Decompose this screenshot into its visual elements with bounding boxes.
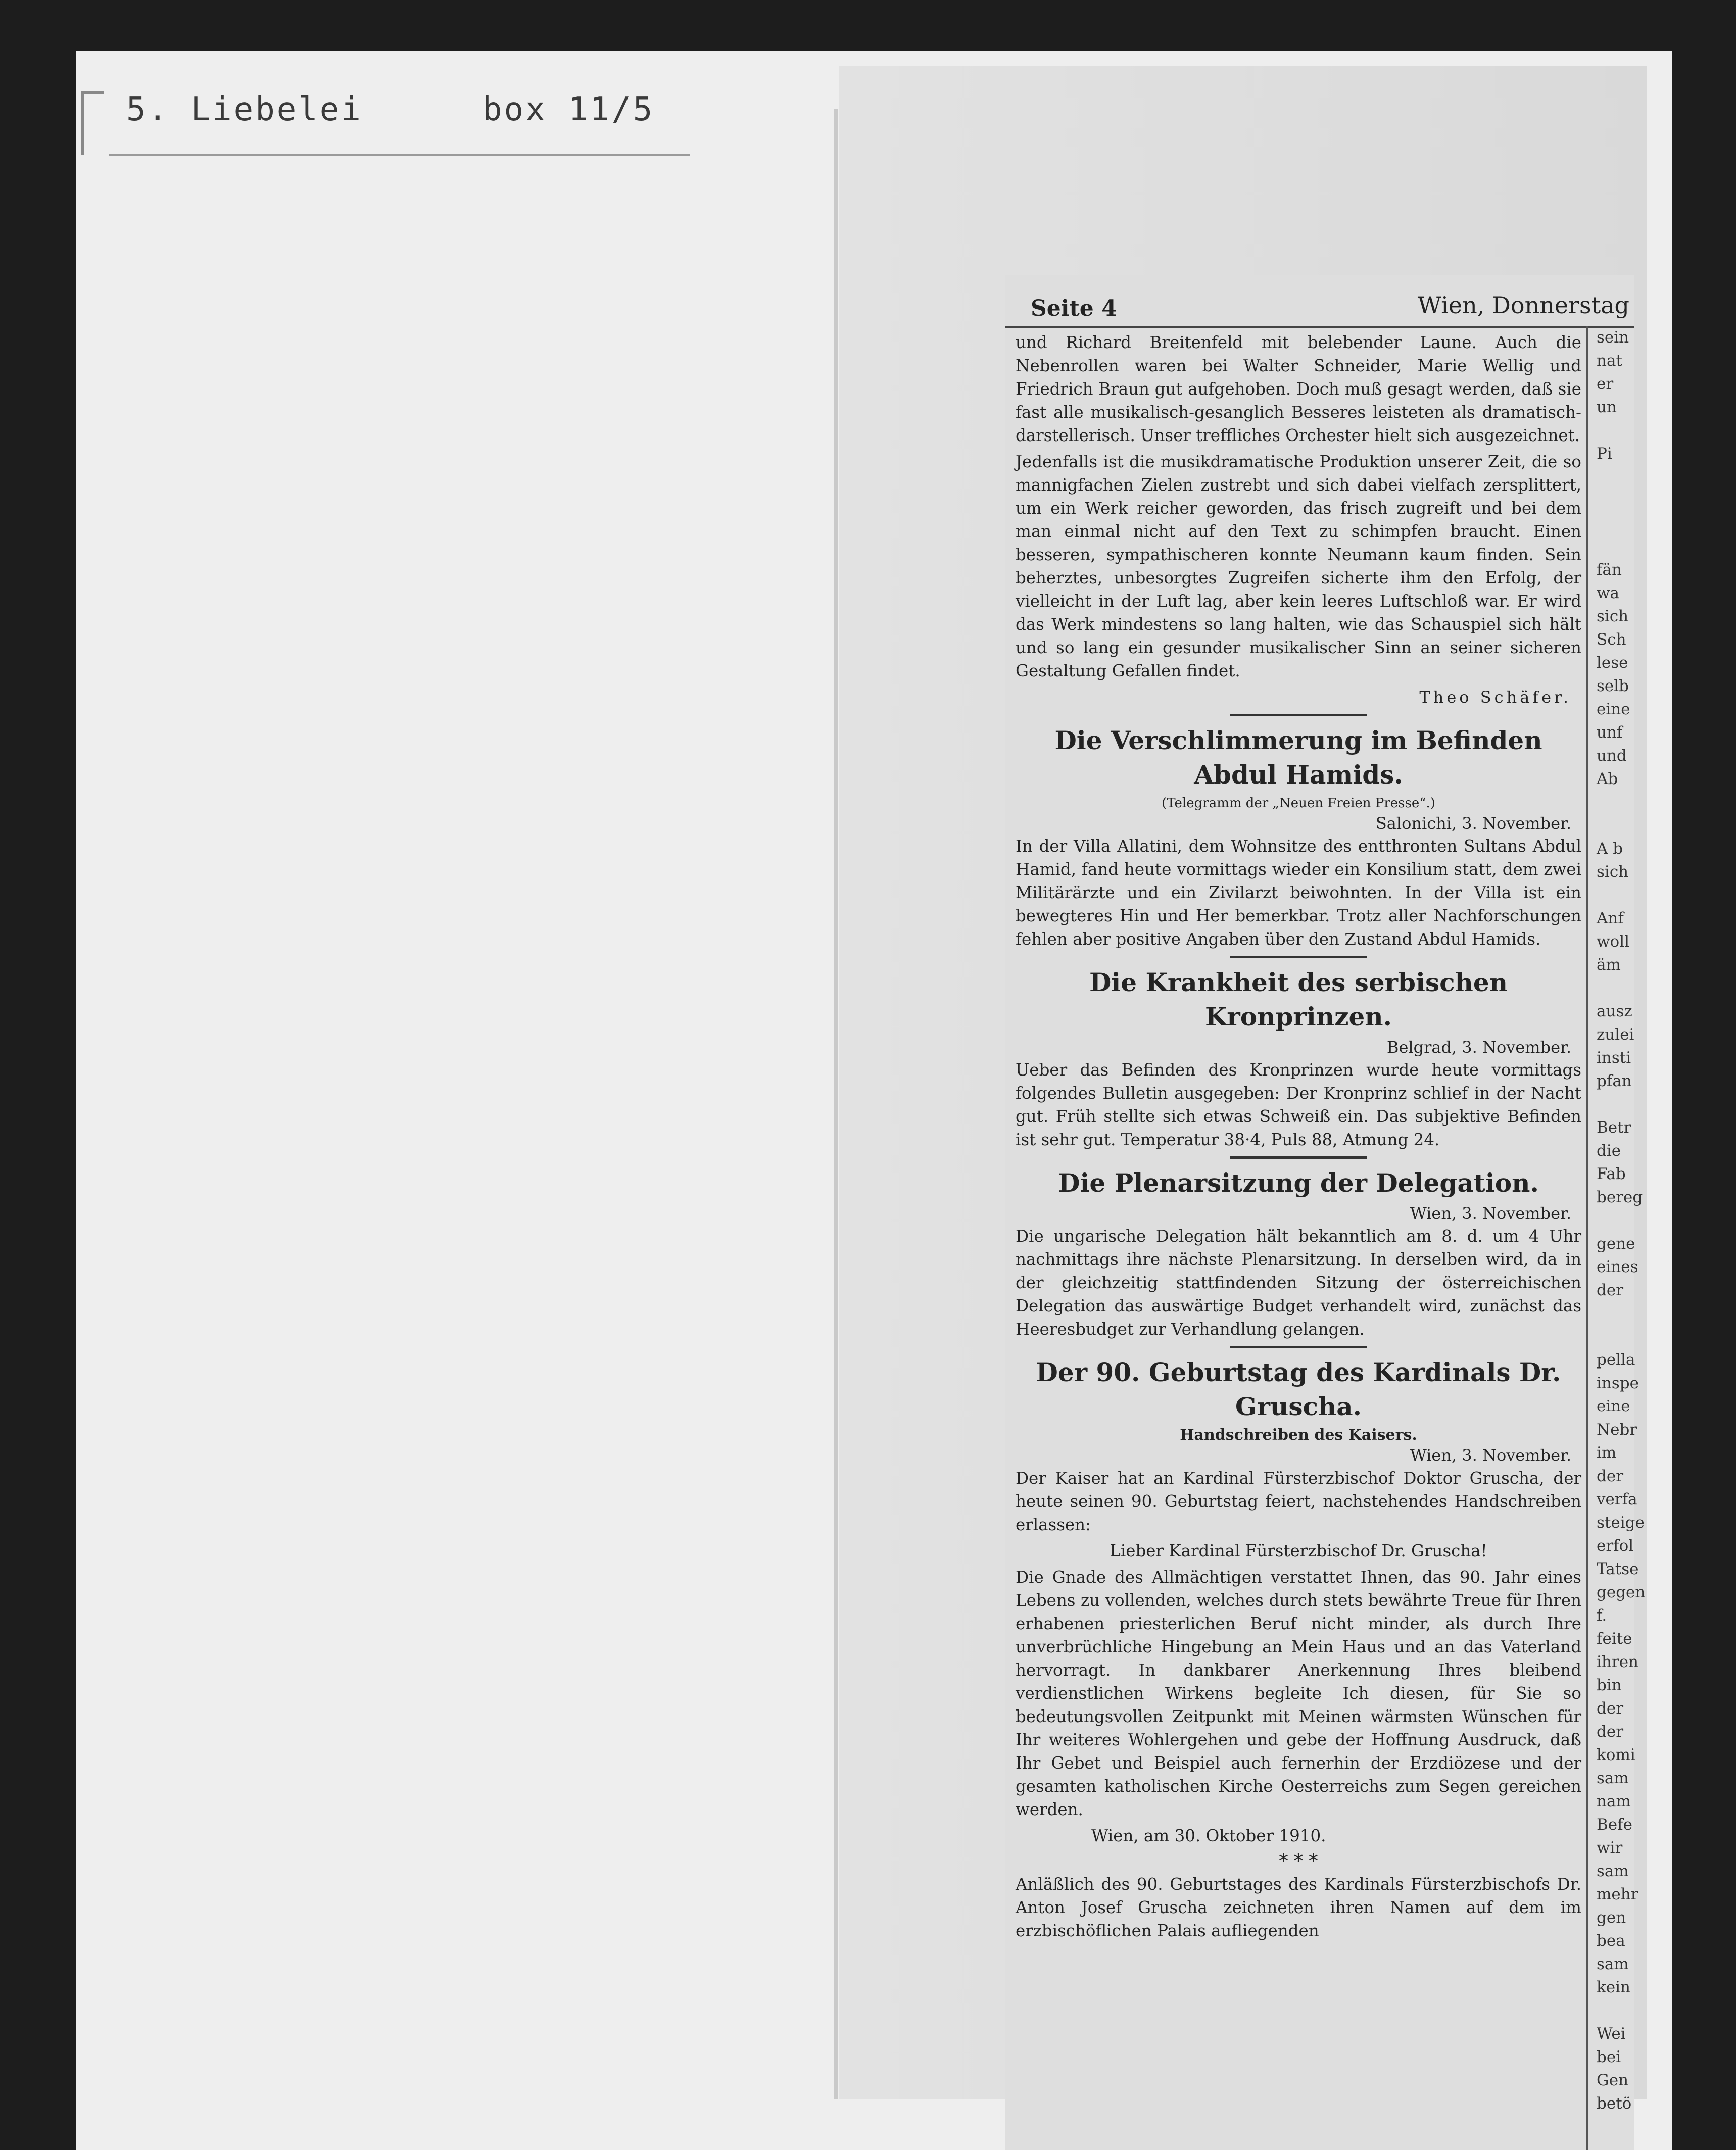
article-trailing-text: Anläßlich des 90. Geburtstages des Kardinals Fürsterzbischofs Dr. Anton Josef Gruscha zeichneten ihren Namen auf dem im erzbischöflichen Palais aufliegenden: [1016, 1875, 1581, 1940]
adjacent-column-fragment: der: [1597, 1467, 1624, 1485]
adjacent-column-fragment: fän: [1597, 561, 1622, 579]
adjacent-column-fragment: Anf: [1597, 909, 1624, 927]
adjacent-column-fragment: Befe: [1597, 1816, 1632, 1834]
adjacent-column-fragment: [1597, 1093, 1634, 1116]
article-separator: [1230, 1156, 1367, 1159]
adjacent-column-fragment: nam: [1597, 1792, 1631, 1811]
letter-closing: Wien, am 30. Oktober 1910.: [1091, 1826, 1326, 1845]
adjacent-column-fragment: un: [1597, 398, 1617, 416]
adjacent-column-fragment: betö: [1597, 2094, 1632, 2113]
review-paragraph: und Richard Breitenfeld mit belebender Laune. Auch die Nebenrollen waren bei Walter Schneider, Marie Wellig und Friedrich Braun gut aufgehoben. Doch muß gesagt werden, daß sie fast alle musikalisch-gesanglich Besseres leisteten als dramatisch-darstellerisch. Unser treffliches Orchester hielt sich ausgezeichnet.: [1016, 333, 1581, 445]
article-headline: Der 90. Geburtstag des Kardinals Dr. Gruscha.: [1036, 1357, 1561, 1422]
adjacent-column-fragment: insti: [1597, 1049, 1631, 1067]
adjacent-column-fragment: sich: [1597, 863, 1629, 881]
adjacent-column-fragment: Fab: [1597, 1165, 1626, 1183]
adjacent-column-fragment: [1597, 1302, 1634, 1325]
adjacent-column-fragment: Betr: [1597, 1118, 1631, 1137]
adjacent-column-fragment: pfan: [1597, 1072, 1632, 1090]
article-headline: Die Verschlimmerung im Befinden Abdul Hamids.: [1054, 725, 1542, 790]
adjacent-column-fragment: Tatse: [1597, 1560, 1639, 1578]
adjacent-column-fragment: die: [1597, 1142, 1621, 1160]
adjacent-column-fragment: f.: [1597, 1606, 1607, 1625]
section-asterisks: * * *: [1279, 1851, 1318, 1872]
adjacent-column-fragment: sein: [1597, 328, 1629, 347]
adjacent-column-fragment: Gen: [1597, 2071, 1629, 2089]
adjacent-column-fragment: lese: [1597, 654, 1628, 672]
article-intro: Der Kaiser hat an Kardinal Fürsterzbischof Doktor Gruscha, der heute seinen 90. Geburtstag feiert, nachstehendes Handschreiben erlassen:: [1016, 1469, 1581, 1534]
adjacent-column-fragment: gene: [1597, 1235, 1635, 1253]
adjacent-column-fragment: bei: [1597, 2048, 1621, 2066]
article-dateline: Wien, 3. November.: [1410, 1446, 1571, 1465]
article-headline: Die Plenarsitzung der Delegation.: [1058, 1168, 1539, 1198]
adjacent-column-fragment: er: [1597, 375, 1614, 393]
adjacent-column-fragment: pella: [1597, 1351, 1635, 1369]
adjacent-column-fragment: woll: [1597, 933, 1630, 951]
adjacent-column-fragment: verfa: [1597, 1490, 1637, 1508]
adjacent-column-fragment: der: [1597, 1699, 1624, 1718]
adjacent-column-fragment: eine: [1597, 1397, 1630, 1415]
corner-bracket-mark: [81, 91, 104, 155]
paper-date: Wien, Donnerstag: [1417, 291, 1629, 319]
adjacent-column-fragment: [1597, 1999, 1634, 2022]
adjacent-column-fragment: [1597, 535, 1634, 558]
letter-body: Die Gnade des Allmächtigen verstattet Ihnen, das 90. Jahr eines Lebens zu vollenden, welches durch stets bewährte Treue für Ihren erhabenen priesterlichen Beruf nicht minder, als durch Ihre unverbrüchliche Hingebung an Mein Haus und an das Vaterland hervorragt. In dankbarer Anerkennung Ihres bleibend verdienstlichen Wirkens begleite Ich diesen, für Sie so bedeutungsvollen Zeitpunkt mit Meinen wärmsten Wünschen für Ihr weiteres Wohlergehen und gebe der Hoffnung Ausdruck, daß Ihr Gebet und Beispiel auch fernerhin der Erzdiözese und der gesamten katholischen Kirche Oesterreichs zum Segen gereichen werden.: [1016, 1568, 1581, 1819]
adjacent-column-fragment: eines: [1597, 1258, 1638, 1276]
adjacent-column-fragment: Pi: [1597, 445, 1612, 463]
adjacent-column-fragment: ausz: [1597, 1002, 1632, 1020]
review-paragraph: Jedenfalls ist die musikdramatische Produktion unserer Zeit, die so mannigfachen Zielen zustrebt und sich dabei vielfach zersplittert, um ein Werk reicher geworden, das frisch zugreift und bei dem man einmal nicht auf den Text zu schimpfen braucht. Einen besseren, sympathischeren konnte Neumann kaum finden. Sein beherztes, unbesorgtes Zugreifen sicherte ihm den Erfolg, der vielleicht in der Luft lag, aber kein leeres Luftschloß war. Er wird das Werk mindestens so lang halten, wie das Schauspiel sich hält und so lang ein gesunder musikalischer Sinn an seiner sicheren Gestaltung Gefallen findet.: [1016, 452, 1581, 680]
adjacent-column-fragment: unf: [1597, 723, 1623, 742]
letter-salutation: Lieber Kardinal Fürsterzbischof Dr. Gruscha!: [1110, 1541, 1487, 1560]
article-body: Ueber das Befinden des Kronprinzen wurde heute vormittags folgendes Bulletin ausgegeben: Der Kronprinz schlief in der Nacht gut. Früh stellte sich etwas Schweiß ein. Das subjektive Befinden ist sehr gut. Temperatur 38·4, Puls 88, Atmung 24.: [1016, 1060, 1581, 1149]
column-divider: [1586, 326, 1588, 2150]
adjacent-column-fragment: [1597, 976, 1634, 1000]
article-dateline: Wien, 3. November.: [1410, 1204, 1571, 1223]
adjacent-column-fragment: [1597, 814, 1634, 837]
adjacent-column-fragment: sich: [1597, 607, 1629, 625]
adjacent-column-fragment: [1597, 512, 1634, 535]
article-dateline: Belgrad, 3. November.: [1386, 1038, 1571, 1057]
adjacent-column-fragment: [1597, 791, 1634, 814]
adjacent-column-fragment: der: [1597, 1281, 1624, 1299]
adjacent-column-fragment: Sch: [1597, 630, 1626, 649]
adjacent-column-fragment: gegen: [1597, 1583, 1646, 1601]
archive-item-label: 5. Liebelei: [126, 91, 363, 128]
adjacent-column-fragment: sam: [1597, 1955, 1629, 1973]
page-number: Seite 4: [1031, 296, 1117, 321]
adjacent-column-fragment: Nebr: [1597, 1421, 1637, 1439]
adjacent-column-fragments: [1597, 326, 1646, 2115]
adjacent-column-fragment: inspe: [1597, 1374, 1639, 1392]
adjacent-column-fragment: ihren: [1597, 1653, 1639, 1671]
label-underline: [109, 154, 690, 156]
adjacent-column-fragment: [1597, 465, 1634, 488]
clipping-header: [1005, 290, 1634, 328]
adjacent-column-fragment: bin: [1597, 1676, 1622, 1694]
adjacent-column-fragment: feite: [1597, 1630, 1632, 1648]
adjacent-column-fragment: der: [1597, 1723, 1624, 1741]
review-author: Theo Schäfer.: [1419, 688, 1571, 707]
newspaper-clipping: [1005, 275, 1646, 2150]
adjacent-column-fragment: [1597, 419, 1634, 442]
article-headline: Die Krankheit des serbischen Kronprinzen.: [1089, 967, 1508, 1032]
adjacent-column-fragment: Wei: [1597, 2025, 1626, 2043]
main-column: [1016, 331, 1581, 1945]
article-dateline: Salonichi, 3. November.: [1375, 814, 1571, 833]
adjacent-column-fragment: nat: [1597, 352, 1622, 370]
adjacent-column-fragment: im: [1597, 1444, 1617, 1462]
adjacent-column-fragment: erfol: [1597, 1537, 1634, 1555]
adjacent-column-fragment: steige: [1597, 1513, 1645, 1532]
adjacent-column-fragment: zulei: [1597, 1025, 1634, 1044]
article-source: (Telegramm der „Neuen Freien Presse“.): [1162, 796, 1435, 811]
article-body: Die ungarische Delegation hält bekanntlich am 8. d. um 4 Uhr nachmittags ihre nächste Plenarsitzung. In derselben wird, da in der gleichzeitig stattfindenden Sitzung der österreichischen Delegation das auswärtige Budget verhandelt wird, zunächst das Heeresbudget zur Verhandlung gelangen.: [1016, 1227, 1581, 1339]
adjacent-column-fragment: bea: [1597, 1932, 1625, 1950]
adjacent-column-fragment: Ab: [1597, 770, 1618, 788]
archive-box-label: box 11/5: [483, 91, 655, 128]
article-body: In der Villa Allatini, dem Wohnsitze des entthronten Sultans Abdul Hamid, fand heute vormittags wieder ein Konsilium statt, dem zwei Militärärzte und ein Zivilarzt beiwohnten. In der Villa ist ein bewegteres Hin und Her bemerkbar. Trotz aller Nachforschungen fehlen aber positive Angaben über den Zustand Abdul Hamids.: [1016, 837, 1581, 949]
article-separator: [1230, 956, 1367, 958]
adjacent-column-fragment: und: [1597, 747, 1627, 765]
adjacent-column-fragment: gen: [1597, 1909, 1626, 1927]
adjacent-column-fragment: komi: [1597, 1746, 1635, 1764]
article-subhead: Handschreiben des Kaisers.: [1180, 1426, 1417, 1444]
adjacent-column-fragment: [1597, 488, 1634, 512]
adjacent-column-fragment: eine: [1597, 700, 1630, 718]
sheet-fold-line: [834, 109, 838, 2099]
adjacent-column-fragment: A b: [1597, 840, 1623, 858]
adjacent-column-fragment: [1597, 1209, 1634, 1232]
adjacent-column-fragment: bereg: [1597, 1188, 1643, 1206]
adjacent-column-fragment: wir: [1597, 1839, 1623, 1857]
adjacent-column-fragment: [1597, 1325, 1634, 1348]
adjacent-column-fragment: kein: [1597, 1978, 1631, 1996]
adjacent-column-fragment: mehr: [1597, 1885, 1638, 1903]
adjacent-column-fragment: sam: [1597, 1862, 1629, 1880]
adjacent-column-fragment: [1597, 884, 1634, 907]
adjacent-column-fragment: sam: [1597, 1769, 1629, 1787]
adjacent-column-fragment: wa: [1597, 584, 1620, 602]
article-separator: [1230, 714, 1367, 716]
adjacent-column-fragment: selb: [1597, 677, 1629, 695]
article-separator: [1230, 1346, 1367, 1348]
adjacent-column-fragment: äm: [1597, 956, 1621, 974]
